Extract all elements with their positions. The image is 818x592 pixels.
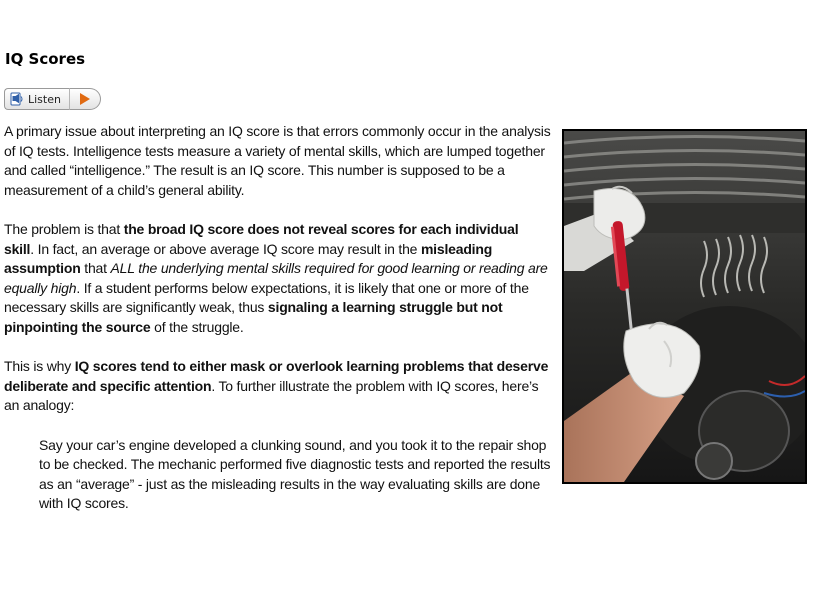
text-segment: of the struggle. [150, 318, 244, 335]
bold-phrase: the broad IQ score does not reveal scores for each individual skill [4, 220, 519, 257]
listen-button-main[interactable] [4, 88, 69, 110]
mechanic-photo [562, 129, 807, 484]
article-body [4, 122, 552, 514]
paragraph-problem [4, 220, 552, 338]
bold-phrase: IQ scores tend to either mask or overlook learning problems that deserve deliberate and specific attention [4, 358, 549, 394]
bold-phrase: misleading assumption [4, 240, 493, 277]
italic-phrase: ALL the underlying mental skills required for good learning or reading are equally high [4, 260, 548, 296]
listen-label: Listen [28, 92, 61, 106]
text-segment: that [80, 260, 111, 277]
paragraph-intro: A primary issue about interpreting an IQ score is that errors commonly occur in the analysis of IQ tests. Intelligence tests measure a variety of mental skills, which are lumped together and called “intelligence.” The result is an IQ score. This number is supposed to be a measurement of a child’s general ability. [4, 123, 551, 198]
text-segment: This is why [4, 358, 75, 375]
play-icon [80, 93, 90, 105]
speaker-icon [10, 92, 24, 106]
play-button[interactable] [69, 88, 101, 110]
text-segment: . To further illustrate the problem with IQ scores, here’s an analogy: [4, 377, 539, 414]
text-segment: The problem is that [4, 220, 124, 237]
paragraph-analogy-intro [4, 357, 552, 416]
analogy-quote: Say your car’s engine developed a clunking sound, and you took it to the repair shop to be checked. The mechanic performed five diagnostic tests and reported the results as an “average” - just as the misleading results in the way evaluating skills are done with IQ scores. [39, 436, 551, 512]
listen-button[interactable] [4, 88, 101, 110]
page-title: IQ Scores [5, 50, 86, 68]
text-segment: . If a student performs below expectations, it is likely that one or more of the necessary skills are significantly weak, thus [4, 279, 529, 316]
text-segment: . In fact, an average or above average IQ score may result in the [30, 240, 421, 257]
bold-phrase: signaling a learning struggle but not pinpointing the source [4, 299, 503, 335]
mechanic-illustration [564, 131, 805, 482]
